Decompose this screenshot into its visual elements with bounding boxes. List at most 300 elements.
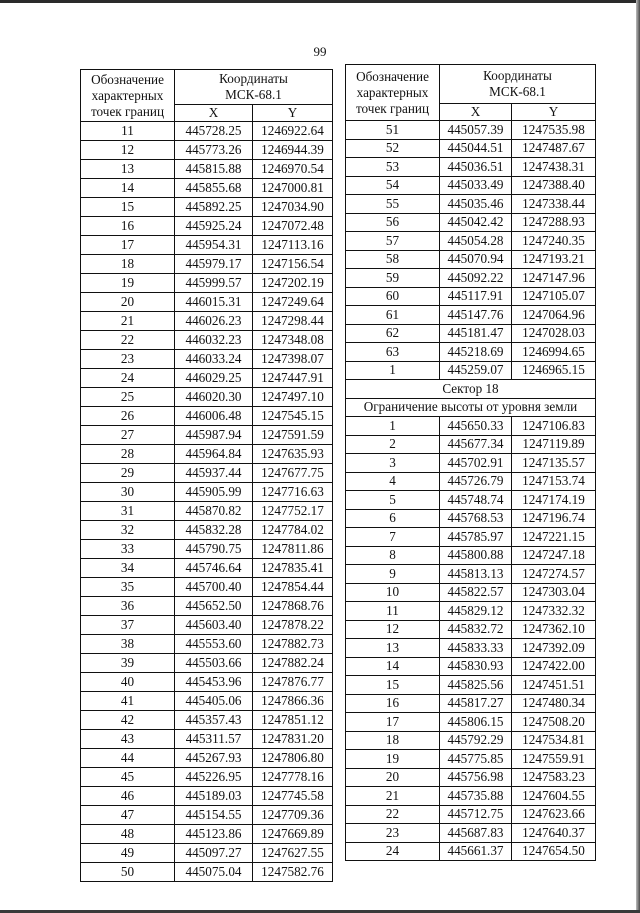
y-coordinate-cell: 1247640.37 <box>512 824 596 843</box>
y-coordinate-cell: 1247202.19 <box>253 274 333 293</box>
x-coordinate-cell: 445775.85 <box>440 750 512 769</box>
header-y: Y <box>512 104 596 121</box>
table-row <box>81 673 333 692</box>
x-coordinate-cell: 445830.93 <box>440 657 512 676</box>
table-row <box>81 236 333 255</box>
x-coordinate-cell: 445054.28 <box>440 232 512 251</box>
table-row <box>346 343 596 362</box>
y-coordinate-cell: 1247193.21 <box>512 250 596 269</box>
table-row <box>81 407 333 426</box>
point-number-cell: 27 <box>81 426 175 445</box>
x-coordinate-cell: 445650.33 <box>440 417 512 436</box>
table-row <box>346 731 596 750</box>
x-coordinate-cell: 445748.74 <box>440 491 512 510</box>
y-coordinate-cell: 1247298.44 <box>253 312 333 331</box>
point-number-cell: 9 <box>346 565 440 584</box>
table-row <box>81 578 333 597</box>
y-coordinate-cell: 1247534.81 <box>512 731 596 750</box>
point-number-cell: 5 <box>346 491 440 510</box>
table-row <box>81 559 333 578</box>
table-row <box>81 122 333 141</box>
x-coordinate-cell: 445855.68 <box>175 179 253 198</box>
x-coordinate-cell: 445070.94 <box>440 250 512 269</box>
y-coordinate-cell: 1247288.93 <box>512 213 596 232</box>
x-coordinate-cell: 445806.15 <box>440 713 512 732</box>
table-row <box>81 540 333 559</box>
point-number-cell: 24 <box>81 369 175 388</box>
x-coordinate-cell: 445829.12 <box>440 602 512 621</box>
point-number-cell: 50 <box>81 863 175 882</box>
table-row <box>346 195 596 214</box>
x-coordinate-cell: 445033.49 <box>440 176 512 195</box>
x-coordinate-cell: 445044.51 <box>440 139 512 158</box>
y-coordinate-cell: 1247497.10 <box>253 388 333 407</box>
point-number-cell: 58 <box>346 250 440 269</box>
point-number-cell: 56 <box>346 213 440 232</box>
table-row <box>346 528 596 547</box>
x-coordinate-cell: 445987.94 <box>175 426 253 445</box>
point-number-cell: 19 <box>346 750 440 769</box>
x-coordinate-cell: 445817.27 <box>440 694 512 713</box>
table-row <box>346 435 596 454</box>
y-coordinate-cell: 1247338.44 <box>512 195 596 214</box>
table-row <box>346 824 596 843</box>
y-coordinate-cell: 1247447.91 <box>253 369 333 388</box>
y-coordinate-cell: 1247851.12 <box>253 711 333 730</box>
point-number-cell: 41 <box>81 692 175 711</box>
x-coordinate-cell: 445267.93 <box>175 749 253 768</box>
y-coordinate-cell: 1247583.23 <box>512 768 596 787</box>
x-coordinate-cell: 445218.69 <box>440 343 512 362</box>
y-coordinate-cell: 1247878.22 <box>253 616 333 635</box>
y-coordinate-cell: 1247778.16 <box>253 768 333 787</box>
table-row <box>81 293 333 312</box>
y-coordinate-cell: 1247752.17 <box>253 502 333 521</box>
x-coordinate-cell: 446006.48 <box>175 407 253 426</box>
x-coordinate-cell: 445181.47 <box>440 324 512 343</box>
y-coordinate-cell: 1247064.96 <box>512 306 596 325</box>
x-coordinate-cell: 445603.40 <box>175 616 253 635</box>
x-coordinate-cell: 445189.03 <box>175 787 253 806</box>
table-row <box>81 597 333 616</box>
point-number-cell: 16 <box>81 217 175 236</box>
table-body <box>81 70 333 882</box>
y-coordinate-cell: 1247274.57 <box>512 565 596 584</box>
x-coordinate-cell: 445726.79 <box>440 472 512 491</box>
x-coordinate-cell: 445097.27 <box>175 844 253 863</box>
y-coordinate-cell: 1247438.31 <box>512 158 596 177</box>
y-coordinate-cell: 1247072.48 <box>253 217 333 236</box>
table-row <box>346 750 596 769</box>
header-designation-line-1: Обозначение <box>356 68 429 84</box>
y-coordinate-cell: 1247147.96 <box>512 269 596 288</box>
y-coordinate-cell: 1247784.02 <box>253 521 333 540</box>
x-coordinate-cell: 445092.22 <box>440 269 512 288</box>
x-coordinate-cell: 445405.06 <box>175 692 253 711</box>
x-coordinate-cell: 445773.26 <box>175 141 253 160</box>
table-row <box>346 472 596 491</box>
y-coordinate-cell: 1246970.54 <box>253 160 333 179</box>
table-row <box>346 232 596 251</box>
point-number-cell: 17 <box>81 236 175 255</box>
table-row <box>81 483 333 502</box>
y-coordinate-cell: 1247835.41 <box>253 559 333 578</box>
header-y: Y <box>253 105 333 122</box>
table-row <box>346 380 596 399</box>
table-row <box>346 639 596 658</box>
table-row <box>81 312 333 331</box>
y-coordinate-cell: 1247806.80 <box>253 749 333 768</box>
y-coordinate-cell: 1247332.32 <box>512 602 596 621</box>
table-body <box>346 65 596 861</box>
point-number-cell: 22 <box>346 805 440 824</box>
x-coordinate-cell: 445813.13 <box>440 565 512 584</box>
point-number-cell: 17 <box>346 713 440 732</box>
point-number-cell: 21 <box>346 787 440 806</box>
y-coordinate-cell: 1247559.91 <box>512 750 596 769</box>
sector-subtitle: Ограничение высоты от уровня земли <box>346 398 596 417</box>
y-coordinate-cell: 1247876.77 <box>253 673 333 692</box>
x-coordinate-cell: 445553.60 <box>175 635 253 654</box>
x-coordinate-cell: 445677.34 <box>440 435 512 454</box>
point-number-cell: 57 <box>346 232 440 251</box>
y-coordinate-cell: 1246994.65 <box>512 343 596 362</box>
y-coordinate-cell: 1247105.07 <box>512 287 596 306</box>
point-number-cell: 25 <box>81 388 175 407</box>
table-row <box>346 250 596 269</box>
table-row <box>81 445 333 464</box>
table-row <box>346 768 596 787</box>
y-coordinate-cell: 1247348.08 <box>253 331 333 350</box>
point-number-cell: 43 <box>81 730 175 749</box>
x-coordinate-cell: 445785.97 <box>440 528 512 547</box>
point-number-cell: 12 <box>81 141 175 160</box>
point-number-cell: 12 <box>346 620 440 639</box>
point-number-cell: 11 <box>81 122 175 141</box>
page-number: 99 <box>313 44 327 59</box>
point-number-cell: 51 <box>346 121 440 140</box>
table-row <box>346 713 596 732</box>
point-number-cell: 3 <box>346 454 440 473</box>
x-coordinate-cell: 446020.30 <box>175 388 253 407</box>
y-coordinate-cell: 1247422.00 <box>512 657 596 676</box>
point-number-cell: 1 <box>346 417 440 436</box>
x-coordinate-cell: 445822.57 <box>440 583 512 602</box>
table-row <box>346 306 596 325</box>
table-row <box>346 176 596 195</box>
table-row <box>346 676 596 695</box>
header-designation-line-1: Обозначение <box>91 71 164 87</box>
point-number-cell: 59 <box>346 269 440 288</box>
y-coordinate-cell: 1247882.73 <box>253 635 333 654</box>
table-row <box>346 787 596 806</box>
point-number-cell: 62 <box>346 324 440 343</box>
table-row <box>81 141 333 160</box>
y-coordinate-cell: 1247480.34 <box>512 694 596 713</box>
x-coordinate-cell: 446029.25 <box>175 369 253 388</box>
point-number-cell: 55 <box>346 195 440 214</box>
point-number-cell: 28 <box>81 445 175 464</box>
point-number-cell: 18 <box>81 255 175 274</box>
x-coordinate-cell: 445800.88 <box>440 546 512 565</box>
point-number-cell: 2 <box>346 435 440 454</box>
point-number-cell: 18 <box>346 731 440 750</box>
y-coordinate-cell: 1247392.09 <box>512 639 596 658</box>
point-number-cell: 53 <box>346 158 440 177</box>
point-number-cell: 13 <box>81 160 175 179</box>
table-row <box>81 806 333 825</box>
y-coordinate-cell: 1247811.86 <box>253 540 333 559</box>
x-coordinate-cell: 445756.98 <box>440 768 512 787</box>
x-coordinate-cell: 445792.29 <box>440 731 512 750</box>
y-coordinate-cell: 1247240.35 <box>512 232 596 251</box>
y-coordinate-cell: 1247221.15 <box>512 528 596 547</box>
point-number-cell: 4 <box>346 472 440 491</box>
point-number-cell: 6 <box>346 509 440 528</box>
table-row <box>346 324 596 343</box>
x-coordinate-cell: 445702.91 <box>440 454 512 473</box>
table-row <box>346 121 596 140</box>
table-row <box>346 361 596 380</box>
point-number-cell: 26 <box>81 407 175 426</box>
scan-border-top <box>0 0 640 3</box>
x-coordinate-cell: 445035.46 <box>440 195 512 214</box>
point-number-cell: 15 <box>81 198 175 217</box>
table-row <box>81 502 333 521</box>
table-row <box>81 749 333 768</box>
y-coordinate-cell: 1247745.58 <box>253 787 333 806</box>
x-coordinate-cell: 445999.57 <box>175 274 253 293</box>
header-designation-line-3: точек границ <box>355 100 430 116</box>
x-coordinate-cell: 445735.88 <box>440 787 512 806</box>
y-coordinate-cell: 1247623.66 <box>512 805 596 824</box>
point-number-cell: 11 <box>346 602 440 621</box>
x-coordinate-cell: 445259.07 <box>440 361 512 380</box>
y-coordinate-cell: 1247831.20 <box>253 730 333 749</box>
x-coordinate-cell: 445964.84 <box>175 445 253 464</box>
x-coordinate-cell: 445712.75 <box>440 805 512 824</box>
x-coordinate-cell: 445937.44 <box>175 464 253 483</box>
y-coordinate-cell: 1247247.18 <box>512 546 596 565</box>
y-coordinate-cell: 1247882.24 <box>253 654 333 673</box>
point-number-cell: 45 <box>81 768 175 787</box>
y-coordinate-cell: 1247709.36 <box>253 806 333 825</box>
y-coordinate-cell: 1247716.63 <box>253 483 333 502</box>
table-row <box>346 694 596 713</box>
x-coordinate-cell: 445905.99 <box>175 483 253 502</box>
x-coordinate-cell: 446026.23 <box>175 312 253 331</box>
table-row <box>346 509 596 528</box>
header-designation <box>81 70 175 122</box>
table-row <box>346 158 596 177</box>
y-coordinate-cell: 1247545.15 <box>253 407 333 426</box>
coordinates-table-left <box>80 69 333 882</box>
table-row <box>81 521 333 540</box>
y-coordinate-cell: 1247156.54 <box>253 255 333 274</box>
table-row <box>346 417 596 436</box>
table-row <box>346 805 596 824</box>
y-coordinate-cell: 1247174.19 <box>512 491 596 510</box>
table-row <box>346 398 596 417</box>
header-designation <box>346 65 440 121</box>
point-number-cell: 31 <box>81 502 175 521</box>
x-coordinate-cell: 445042.42 <box>440 213 512 232</box>
x-coordinate-cell: 445790.75 <box>175 540 253 559</box>
y-coordinate-cell: 1247034.90 <box>253 198 333 217</box>
y-coordinate-cell: 1247153.74 <box>512 472 596 491</box>
point-number-cell: 60 <box>346 287 440 306</box>
point-number-cell: 52 <box>346 139 440 158</box>
point-number-cell: 20 <box>81 293 175 312</box>
y-coordinate-cell: 1247398.07 <box>253 350 333 369</box>
header-coordinates-line-1: Координаты <box>219 71 288 86</box>
table-row <box>346 269 596 288</box>
point-number-cell: 23 <box>346 824 440 843</box>
sector-title: Сектор 18 <box>346 380 596 399</box>
y-coordinate-cell: 1246944.39 <box>253 141 333 160</box>
x-coordinate-cell: 445815.88 <box>175 160 253 179</box>
y-coordinate-cell: 1247303.04 <box>512 583 596 602</box>
x-coordinate-cell: 445832.72 <box>440 620 512 639</box>
x-coordinate-cell: 445870.82 <box>175 502 253 521</box>
y-coordinate-cell: 1247854.44 <box>253 578 333 597</box>
table-row <box>81 426 333 445</box>
header-coordinates-line-2: МСК-68.1 <box>489 84 546 99</box>
table-row <box>81 369 333 388</box>
table-row <box>81 711 333 730</box>
x-coordinate-cell: 446032.23 <box>175 331 253 350</box>
point-number-cell: 54 <box>346 176 440 195</box>
table-row <box>346 565 596 584</box>
header-designation-line-2: характерных <box>356 84 429 100</box>
table-row <box>346 583 596 602</box>
x-coordinate-cell: 445057.39 <box>440 121 512 140</box>
x-coordinate-cell: 445652.50 <box>175 597 253 616</box>
x-coordinate-cell: 445954.31 <box>175 236 253 255</box>
y-coordinate-cell: 1247866.36 <box>253 692 333 711</box>
header-coordinates <box>440 65 596 104</box>
y-coordinate-cell: 1247669.89 <box>253 825 333 844</box>
table-row <box>81 198 333 217</box>
point-number-cell: 22 <box>81 331 175 350</box>
y-coordinate-cell: 1247508.20 <box>512 713 596 732</box>
x-coordinate-cell: 445979.17 <box>175 255 253 274</box>
point-number-cell: 32 <box>81 521 175 540</box>
point-number-cell: 61 <box>346 306 440 325</box>
table-row <box>81 654 333 673</box>
table-row <box>81 616 333 635</box>
x-coordinate-cell: 445123.86 <box>175 825 253 844</box>
y-coordinate-cell: 1247113.16 <box>253 236 333 255</box>
table-row <box>346 213 596 232</box>
coordinates-table-right <box>345 64 596 861</box>
point-number-cell: 40 <box>81 673 175 692</box>
header-coordinates <box>175 70 333 105</box>
header-coordinates-line-2: МСК-68.1 <box>225 87 282 102</box>
table-row <box>81 160 333 179</box>
y-coordinate-cell: 1247119.89 <box>512 435 596 454</box>
x-coordinate-cell: 446015.31 <box>175 293 253 312</box>
point-number-cell: 1 <box>346 361 440 380</box>
table-row <box>346 620 596 639</box>
table-row <box>81 825 333 844</box>
x-coordinate-cell: 445700.40 <box>175 578 253 597</box>
table-row <box>81 787 333 806</box>
header-row <box>346 65 596 104</box>
y-coordinate-cell: 1247028.03 <box>512 324 596 343</box>
table-row <box>346 491 596 510</box>
table-row <box>81 863 333 882</box>
table-row <box>81 730 333 749</box>
header-designation-line-3: точек границ <box>90 103 165 119</box>
table-row <box>81 768 333 787</box>
point-number-cell: 47 <box>81 806 175 825</box>
x-coordinate-cell: 445226.95 <box>175 768 253 787</box>
point-number-cell: 14 <box>81 179 175 198</box>
point-number-cell: 10 <box>346 583 440 602</box>
point-number-cell: 38 <box>81 635 175 654</box>
y-coordinate-cell: 1247868.76 <box>253 597 333 616</box>
y-coordinate-cell: 1247582.76 <box>253 863 333 882</box>
y-coordinate-cell: 1246965.15 <box>512 361 596 380</box>
x-coordinate-cell: 445036.51 <box>440 158 512 177</box>
table-row <box>346 139 596 158</box>
x-coordinate-cell: 445661.37 <box>440 842 512 861</box>
y-coordinate-cell: 1247604.55 <box>512 787 596 806</box>
point-number-cell: 36 <box>81 597 175 616</box>
point-number-cell: 23 <box>81 350 175 369</box>
point-number-cell: 24 <box>346 842 440 861</box>
header-coordinates-line-1: Координаты <box>483 68 552 83</box>
y-coordinate-cell: 1246922.64 <box>253 122 333 141</box>
table-row <box>346 842 596 861</box>
x-coordinate-cell: 445832.28 <box>175 521 253 540</box>
x-coordinate-cell: 445154.55 <box>175 806 253 825</box>
table-row <box>81 179 333 198</box>
point-number-cell: 37 <box>81 616 175 635</box>
x-coordinate-cell: 445728.25 <box>175 122 253 141</box>
table-row <box>346 657 596 676</box>
x-coordinate-cell: 445687.83 <box>440 824 512 843</box>
x-coordinate-cell: 445746.64 <box>175 559 253 578</box>
table-row <box>81 464 333 483</box>
y-coordinate-cell: 1247362.10 <box>512 620 596 639</box>
y-coordinate-cell: 1247627.55 <box>253 844 333 863</box>
y-coordinate-cell: 1247000.81 <box>253 179 333 198</box>
point-number-cell: 7 <box>346 528 440 547</box>
y-coordinate-cell: 1247654.50 <box>512 842 596 861</box>
x-coordinate-cell: 445453.96 <box>175 673 253 692</box>
point-number-cell: 16 <box>346 694 440 713</box>
header-x: X <box>175 105 253 122</box>
point-number-cell: 13 <box>346 639 440 658</box>
point-number-cell: 8 <box>346 546 440 565</box>
x-coordinate-cell: 445892.25 <box>175 198 253 217</box>
y-coordinate-cell: 1247388.40 <box>512 176 596 195</box>
y-coordinate-cell: 1247535.98 <box>512 121 596 140</box>
table-row <box>346 454 596 473</box>
table-row <box>81 274 333 293</box>
x-coordinate-cell: 445147.76 <box>440 306 512 325</box>
x-coordinate-cell: 445825.56 <box>440 676 512 695</box>
scan-border-right <box>636 0 640 913</box>
table-row <box>81 255 333 274</box>
table-row <box>81 692 333 711</box>
point-number-cell: 15 <box>346 676 440 695</box>
table-row <box>81 331 333 350</box>
point-number-cell: 63 <box>346 343 440 362</box>
point-number-cell: 33 <box>81 540 175 559</box>
